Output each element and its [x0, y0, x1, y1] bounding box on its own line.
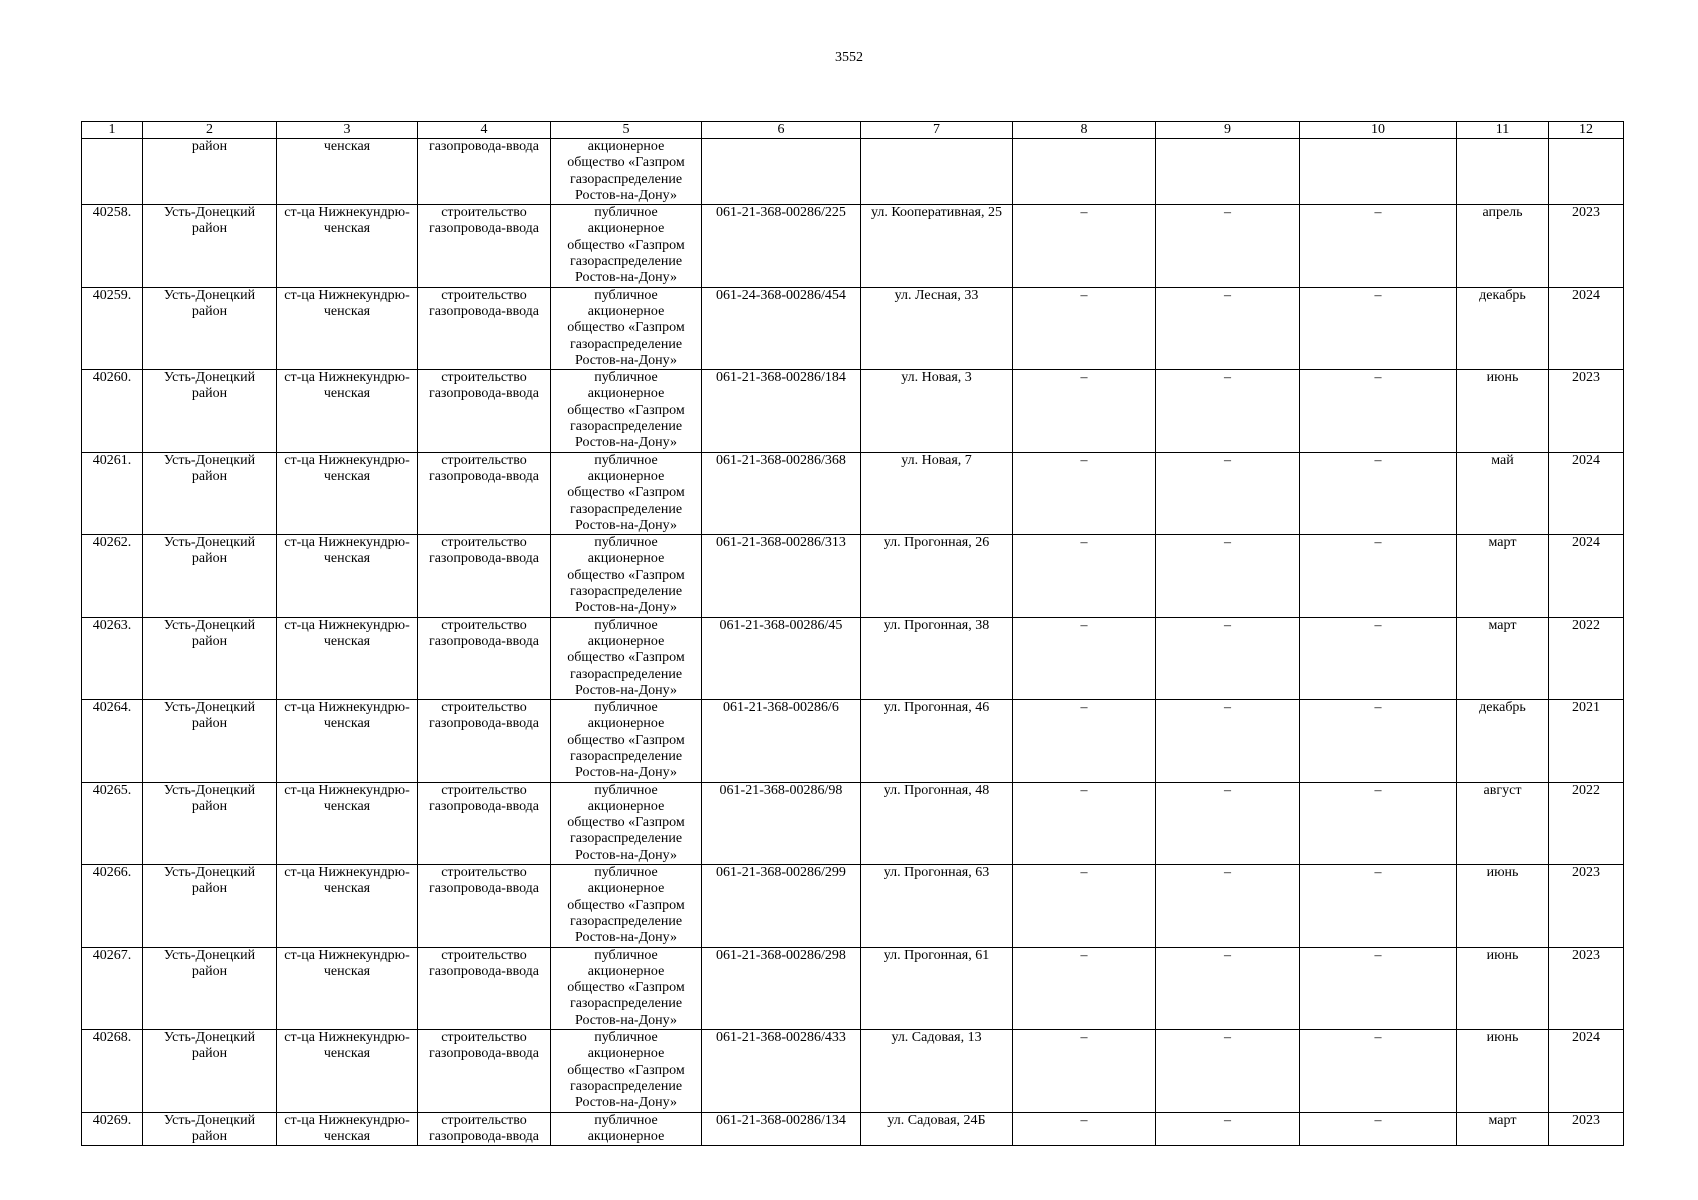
column-8-value: – — [1013, 452, 1156, 534]
work-type-cell: строительство газопровода-ввода — [418, 452, 551, 534]
column-8-value: – — [1013, 205, 1156, 287]
settlement-cell: ст-ца Нижнекундрю- ченская — [277, 617, 418, 699]
row-number: 40264. — [82, 700, 143, 782]
column-9-value: – — [1156, 205, 1300, 287]
settlement-cell: ст-ца Нижнекундрю- ченская — [277, 947, 418, 1029]
column-10-value: – — [1300, 1030, 1457, 1112]
district-cell: Усть-Донецкий район — [143, 1112, 277, 1146]
month-cell: май — [1457, 452, 1549, 534]
month-cell: март — [1457, 1112, 1549, 1146]
column-10-value: – — [1300, 1112, 1457, 1146]
organization-cell: публичное акционерное общество «Газпром газораспределение Ростов-на-Дону» — [551, 617, 702, 699]
row-number: 40263. — [82, 617, 143, 699]
address-cell: ул. Новая, 3 — [861, 370, 1013, 452]
column-number: 4 — [418, 122, 551, 139]
column-8-value: – — [1013, 287, 1156, 369]
table-row — [82, 617, 1624, 699]
settlement-cell: ченская — [277, 139, 418, 205]
settlement-cell: ст-ца Нижнекундрю- ченская — [277, 700, 418, 782]
settlement-cell: ст-ца Нижнекундрю- ченская — [277, 782, 418, 864]
row-number: 40260. — [82, 370, 143, 452]
work-type-cell: строительство газопровода-ввода — [418, 865, 551, 947]
address-cell: ул. Садовая, 24Б — [861, 1112, 1013, 1146]
row-number: 40259. — [82, 287, 143, 369]
work-type-cell: строительство газопровода-ввода — [418, 1112, 551, 1146]
month-cell: март — [1457, 535, 1549, 617]
column-9-value: – — [1156, 865, 1300, 947]
table-row — [82, 370, 1624, 452]
column-number: 1 — [82, 122, 143, 139]
row-number: 40261. — [82, 452, 143, 534]
column-9-value — [1156, 139, 1300, 205]
registry-table — [81, 121, 1624, 1146]
table-row — [82, 947, 1624, 1029]
column-10-value: – — [1300, 782, 1457, 864]
year-cell: 2023 — [1549, 1112, 1624, 1146]
settlement-cell: ст-ца Нижнекундрю- ченская — [277, 452, 418, 534]
registration-code-cell: 061-21-368-00286/225 — [702, 205, 861, 287]
column-8-value: – — [1013, 947, 1156, 1029]
column-number: 10 — [1300, 122, 1457, 139]
registration-code-cell: 061-21-368-00286/298 — [702, 947, 861, 1029]
organization-cell: публичное акционерное общество «Газпром газораспределение Ростов-на-Дону» — [551, 535, 702, 617]
settlement-cell: ст-ца Нижнекундрю- ченская — [277, 205, 418, 287]
district-cell: Усть-Донецкий район — [143, 865, 277, 947]
address-cell — [861, 139, 1013, 205]
registration-code-cell — [702, 139, 861, 205]
column-10-value: – — [1300, 865, 1457, 947]
column-number: 5 — [551, 122, 702, 139]
table-row — [82, 287, 1624, 369]
column-9-value: – — [1156, 370, 1300, 452]
year-cell: 2022 — [1549, 617, 1624, 699]
table-row — [82, 139, 1624, 205]
registration-code-cell: 061-21-368-00286/6 — [702, 700, 861, 782]
column-8-value: – — [1013, 782, 1156, 864]
row-number: 40258. — [82, 205, 143, 287]
table-row — [82, 865, 1624, 947]
address-cell: ул. Прогонная, 46 — [861, 700, 1013, 782]
table-row — [82, 1030, 1624, 1112]
address-cell: ул. Садовая, 13 — [861, 1030, 1013, 1112]
district-cell: Усть-Донецкий район — [143, 452, 277, 534]
work-type-cell: строительство газопровода-ввода — [418, 370, 551, 452]
organization-cell: публичное акционерное общество «Газпром газораспределение Ростов-на-Дону» — [551, 865, 702, 947]
column-9-value: – — [1156, 287, 1300, 369]
year-cell: 2021 — [1549, 700, 1624, 782]
district-cell: Усть-Донецкий район — [143, 535, 277, 617]
month-cell — [1457, 139, 1549, 205]
organization-cell: акционерное общество «Газпром газораспределение Ростов-на-Дону» — [551, 139, 702, 205]
district-cell: Усть-Донецкий район — [143, 782, 277, 864]
column-9-value: – — [1156, 452, 1300, 534]
registration-code-cell: 061-21-368-00286/433 — [702, 1030, 861, 1112]
column-8-value: – — [1013, 700, 1156, 782]
row-number: 40262. — [82, 535, 143, 617]
registration-code-cell: 061-21-368-00286/368 — [702, 452, 861, 534]
work-type-cell: строительство газопровода-ввода — [418, 1030, 551, 1112]
address-cell: ул. Прогонная, 26 — [861, 535, 1013, 617]
column-number-header-row — [82, 122, 1624, 139]
column-8-value: – — [1013, 1030, 1156, 1112]
month-cell: март — [1457, 617, 1549, 699]
district-cell: Усть-Донецкий район — [143, 205, 277, 287]
table-row — [82, 700, 1624, 782]
month-cell: июнь — [1457, 865, 1549, 947]
work-type-cell: строительство газопровода-ввода — [418, 287, 551, 369]
column-8-value: – — [1013, 1112, 1156, 1146]
organization-cell: публичное акционерное общество «Газпром газораспределение Ростов-на-Дону» — [551, 205, 702, 287]
registration-code-cell: 061-21-368-00286/134 — [702, 1112, 861, 1146]
column-9-value: – — [1156, 535, 1300, 617]
registration-code-cell: 061-21-368-00286/299 — [702, 865, 861, 947]
organization-cell: публичное акционерное общество «Газпром газораспределение Ростов-на-Дону» — [551, 782, 702, 864]
address-cell: ул. Прогонная, 61 — [861, 947, 1013, 1029]
year-cell: 2024 — [1549, 287, 1624, 369]
column-10-value: – — [1300, 700, 1457, 782]
address-cell: ул. Новая, 7 — [861, 452, 1013, 534]
column-number: 12 — [1549, 122, 1624, 139]
year-cell: 2023 — [1549, 370, 1624, 452]
column-8-value — [1013, 139, 1156, 205]
month-cell: декабрь — [1457, 287, 1549, 369]
work-type-cell: строительство газопровода-ввода — [418, 617, 551, 699]
year-cell: 2024 — [1549, 535, 1624, 617]
district-cell: район — [143, 139, 277, 205]
organization-cell: публичное акционерное общество «Газпром газораспределение Ростов-на-Дону» — [551, 700, 702, 782]
column-number: 8 — [1013, 122, 1156, 139]
column-9-value: – — [1156, 1112, 1300, 1146]
column-10-value — [1300, 139, 1457, 205]
column-10-value: – — [1300, 617, 1457, 699]
table-row — [82, 1112, 1624, 1146]
column-9-value: – — [1156, 1030, 1300, 1112]
settlement-cell: ст-ца Нижнекундрю- ченская — [277, 287, 418, 369]
year-cell: 2023 — [1549, 947, 1624, 1029]
column-8-value: – — [1013, 370, 1156, 452]
table-row — [82, 205, 1624, 287]
district-cell: Усть-Донецкий район — [143, 700, 277, 782]
month-cell: апрель — [1457, 205, 1549, 287]
registration-code-cell: 061-24-368-00286/454 — [702, 287, 861, 369]
year-cell — [1549, 139, 1624, 205]
work-type-cell: строительство газопровода-ввода — [418, 782, 551, 864]
organization-cell: публичное акционерное общество «Газпром газораспределение Ростов-на-Дону» — [551, 1030, 702, 1112]
column-10-value: – — [1300, 535, 1457, 617]
table-row — [82, 452, 1624, 534]
registration-code-cell: 061-21-368-00286/313 — [702, 535, 861, 617]
year-cell: 2023 — [1549, 205, 1624, 287]
column-10-value: – — [1300, 452, 1457, 534]
column-10-value: – — [1300, 947, 1457, 1029]
column-10-value: – — [1300, 287, 1457, 369]
work-type-cell: газопровода-ввода — [418, 139, 551, 205]
column-number: 11 — [1457, 122, 1549, 139]
year-cell: 2022 — [1549, 782, 1624, 864]
column-number: 3 — [277, 122, 418, 139]
column-number: 9 — [1156, 122, 1300, 139]
column-9-value: – — [1156, 782, 1300, 864]
address-cell: ул. Лесная, 33 — [861, 287, 1013, 369]
registration-code-cell: 061-21-368-00286/98 — [702, 782, 861, 864]
settlement-cell: ст-ца Нижнекундрю- ченская — [277, 535, 418, 617]
work-type-cell: строительство газопровода-ввода — [418, 700, 551, 782]
settlement-cell: ст-ца Нижнекундрю- ченская — [277, 1112, 418, 1146]
month-cell: июнь — [1457, 947, 1549, 1029]
settlement-cell: ст-ца Нижнекундрю- ченская — [277, 865, 418, 947]
row-number: 40268. — [82, 1030, 143, 1112]
organization-cell: публичное акционерное общество «Газпром газораспределение Ростов-на-Дону» — [551, 947, 702, 1029]
work-type-cell: строительство газопровода-ввода — [418, 535, 551, 617]
column-9-value: – — [1156, 947, 1300, 1029]
row-number: 40265. — [82, 782, 143, 864]
year-cell: 2024 — [1549, 1030, 1624, 1112]
page-number: 3552 — [835, 50, 863, 65]
column-number: 6 — [702, 122, 861, 139]
address-cell: ул. Прогонная, 63 — [861, 865, 1013, 947]
address-cell: ул. Кооперативная, 25 — [861, 205, 1013, 287]
work-type-cell: строительство газопровода-ввода — [418, 205, 551, 287]
month-cell: июнь — [1457, 370, 1549, 452]
address-cell: ул. Прогонная, 38 — [861, 617, 1013, 699]
organization-cell: публичное акционерное общество «Газпром газораспределение Ростов-на-Дону» — [551, 370, 702, 452]
organization-cell: публичное акционерное — [551, 1112, 702, 1146]
column-8-value: – — [1013, 865, 1156, 947]
registration-code-cell: 061-21-368-00286/184 — [702, 370, 861, 452]
table-row — [82, 782, 1624, 864]
address-cell: ул. Прогонная, 48 — [861, 782, 1013, 864]
row-number — [82, 139, 143, 205]
column-8-value: – — [1013, 617, 1156, 699]
month-cell: декабрь — [1457, 700, 1549, 782]
column-10-value: – — [1300, 370, 1457, 452]
column-number: 7 — [861, 122, 1013, 139]
district-cell: Усть-Донецкий район — [143, 287, 277, 369]
table-row — [82, 535, 1624, 617]
month-cell: июнь — [1457, 1030, 1549, 1112]
column-9-value: – — [1156, 700, 1300, 782]
work-type-cell: строительство газопровода-ввода — [418, 947, 551, 1029]
organization-cell: публичное акционерное общество «Газпром газораспределение Ростов-на-Дону» — [551, 287, 702, 369]
row-number: 40267. — [82, 947, 143, 1029]
month-cell: август — [1457, 782, 1549, 864]
settlement-cell: ст-ца Нижнекундрю- ченская — [277, 370, 418, 452]
organization-cell: публичное акционерное общество «Газпром газораспределение Ростов-на-Дону» — [551, 452, 702, 534]
row-number: 40266. — [82, 865, 143, 947]
district-cell: Усть-Донецкий район — [143, 947, 277, 1029]
settlement-cell: ст-ца Нижнекундрю- ченская — [277, 1030, 418, 1112]
district-cell: Усть-Донецкий район — [143, 370, 277, 452]
district-cell: Усть-Донецкий район — [143, 1030, 277, 1112]
district-cell: Усть-Донецкий район — [143, 617, 277, 699]
year-cell: 2024 — [1549, 452, 1624, 534]
year-cell: 2023 — [1549, 865, 1624, 947]
column-10-value: – — [1300, 205, 1457, 287]
column-9-value: – — [1156, 617, 1300, 699]
row-number: 40269. — [82, 1112, 143, 1146]
registration-code-cell: 061-21-368-00286/45 — [702, 617, 861, 699]
column-number: 2 — [143, 122, 277, 139]
column-8-value: – — [1013, 535, 1156, 617]
